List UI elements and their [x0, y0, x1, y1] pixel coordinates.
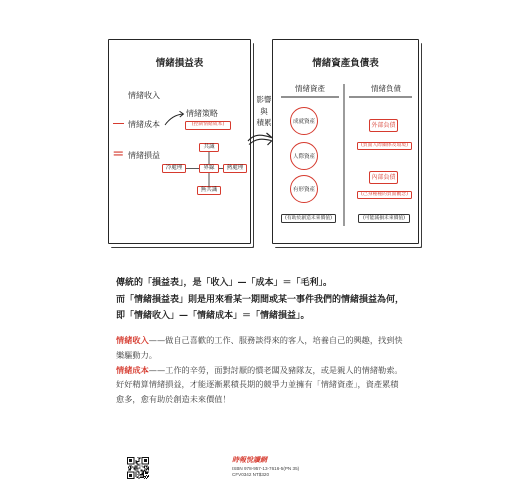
- relationship-asset-circle: 人際資產: [290, 142, 318, 170]
- body-line: [116, 335, 403, 346]
- emotional-cost-term: 情緒成本: [116, 365, 149, 375]
- connector-arrow-stroke-lower: [249, 139, 271, 144]
- liabilities-note-tag: (可能減損未來價值): [358, 214, 410, 223]
- external-liability-box: 外部負債: [369, 119, 398, 132]
- body-line: [116, 365, 403, 376]
- body-line-text: ——做自己喜歡的工作、服務談得來的客人，培養自己的興趣，找到快: [148, 335, 403, 345]
- minus-sign: —: [113, 118, 124, 129]
- body-line-text: 愈多，愈有助於創造未來價值！: [116, 394, 231, 404]
- emotional-cost-label: 情緒成本: [128, 120, 160, 129]
- strategy-note-tag: (控制情緒成本): [185, 121, 231, 130]
- body-line-text: 樂驅動力。: [116, 350, 157, 360]
- no-consensus-node: 無共識: [197, 186, 221, 195]
- equals-sign: =: [113, 149, 124, 160]
- internal-liability-note: (己身種種的負面觀念): [357, 191, 412, 199]
- achievement-asset-circle: 成就資產: [290, 107, 318, 135]
- cold-handling-node: 冷處理: [162, 164, 186, 173]
- income-statement-title: 情緒損益表: [155, 58, 204, 69]
- internal-liability-box: 內部負債: [369, 171, 398, 184]
- intro-line: 傳統的「損益表」，是「收入」—「成本」＝「毛利」。: [116, 278, 333, 288]
- liabilities-column-header: 情緒負債: [371, 84, 401, 93]
- publisher-logo: 時報悅讀網: [232, 456, 267, 464]
- balance-sheet-sheet: [272, 39, 419, 244]
- body-line-text: 好好精算情緒損益，才能逐漸累積長期的競爭力並擁有「情緒資產」，資產累積: [116, 379, 399, 389]
- body-line-text: ——工作的辛勞，面對討厭的慣老闆及豬隊友，或是親人的情緒勒索。: [148, 365, 403, 375]
- connector-label-accumulation: 積累: [256, 118, 272, 127]
- emotional-strategy-label: 情緒策略: [186, 109, 218, 118]
- income-statement-drawing: [109, 40, 252, 245]
- qr-code-pattern: [127, 457, 149, 479]
- intro-line: 而「情緒損益表」則是用來看某一期間或某一事件我們的情緒損益為何，: [116, 295, 405, 305]
- tangible-asset-circle: 有形資產: [290, 175, 318, 203]
- isbn-text: ISBN 978-957-13-7616-5(PN 35): [232, 466, 300, 471]
- assets-note-tag: (有助於創造未來價值): [281, 214, 336, 223]
- intro-line: 即「情緒收入」—「情緒成本」＝「情緒損益」。: [116, 311, 310, 321]
- assets-column-header: 情緒資產: [295, 84, 325, 93]
- income-statement-sheet: [108, 39, 251, 244]
- connector-label-and: 與: [260, 106, 268, 116]
- boundary-node: 界線: [199, 164, 219, 173]
- body-line: [116, 394, 231, 405]
- body-line: [116, 350, 157, 361]
- strategy-arrow-line: [165, 114, 183, 125]
- balance-sheet-title: 情緒資產負債表: [312, 58, 379, 69]
- consensus-node: 共識: [199, 143, 219, 152]
- hot-handling-node: 熱處理: [223, 164, 247, 173]
- catalog-price-text: CFV0342 NT$320: [232, 472, 270, 477]
- body-line: [116, 379, 398, 390]
- external-liability-note: (負面人際關係及環境): [357, 142, 412, 150]
- qr-code-icon: [127, 457, 149, 479]
- emotional-profit-label: 情緒損益: [128, 151, 160, 160]
- emotional-income-label: 情緒收入: [128, 91, 160, 100]
- emotional-income-term: 情緒收入: [116, 335, 149, 345]
- connector-label-influence: 影響: [256, 95, 272, 104]
